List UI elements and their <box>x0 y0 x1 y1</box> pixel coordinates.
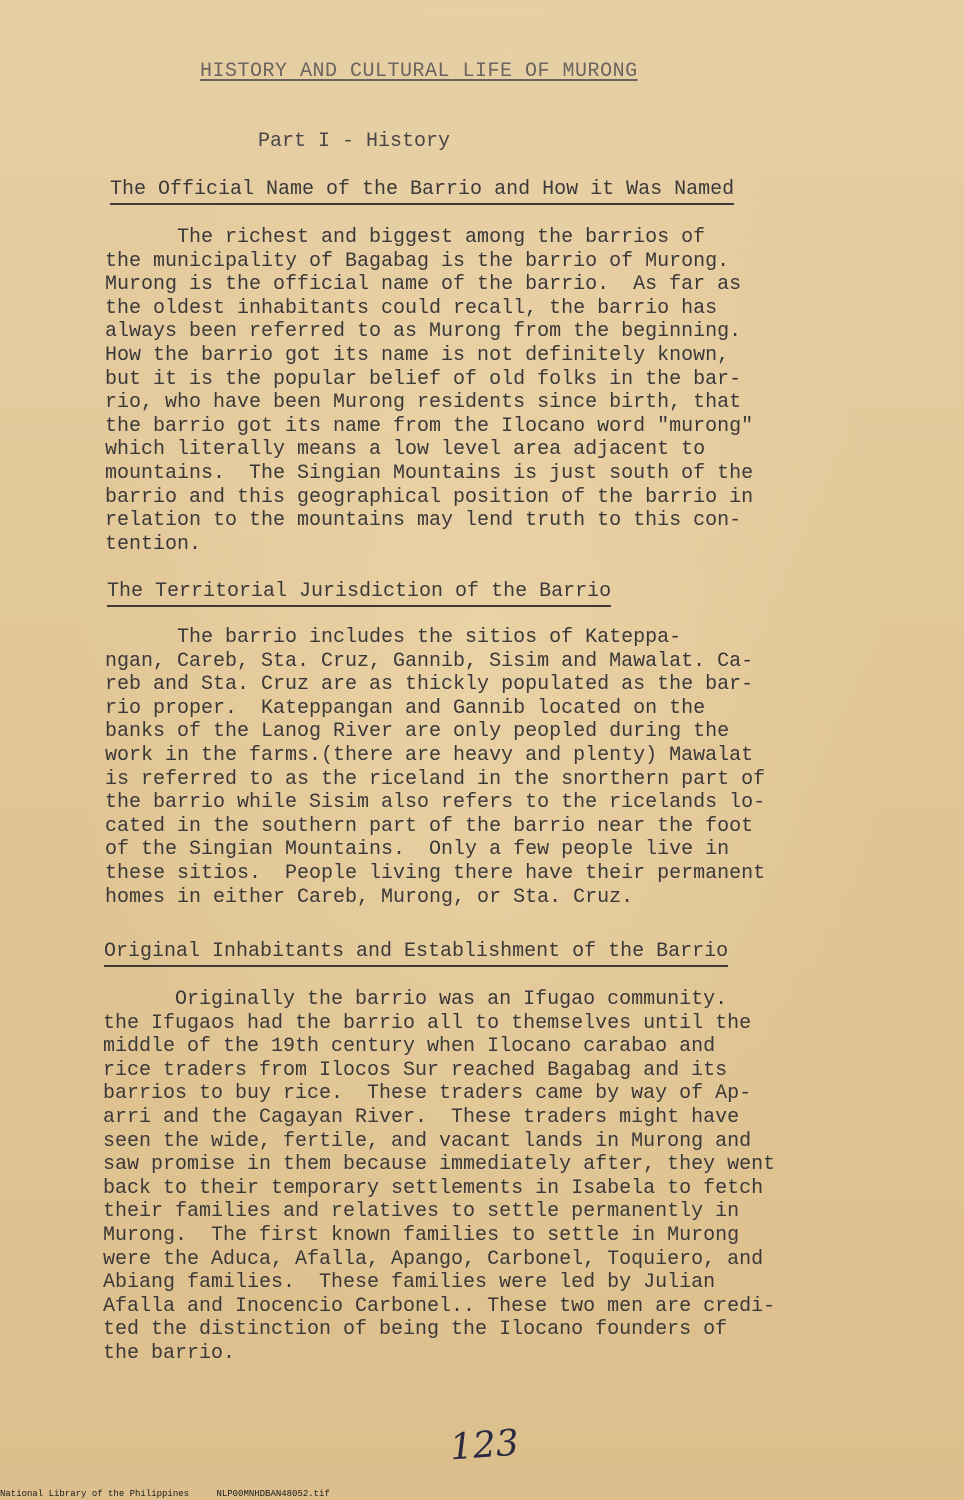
text-line: How the barrio got its name is not definitely known, <box>105 343 730 367</box>
heading-underline <box>104 965 728 967</box>
text-line: ngan, Careb, Sta. Cruz, Gannib, Sisim and Mawalat. Ca- <box>105 649 754 673</box>
text-line: rio, who have been Murong residents since birth, that <box>105 391 742 415</box>
heading-underline <box>107 605 611 607</box>
text-line: rio proper. Kateppangan and Gannib located on the <box>105 696 706 720</box>
heading-underline <box>110 203 734 205</box>
text-line: Murong is the official name of the barrio. As far as <box>105 273 742 297</box>
section-body-territorial-jurisdiction <box>105 626 765 909</box>
text-line: were the Aduca, Afalla, Apango, Carbonel, Toquiero, and <box>103 1247 764 1271</box>
text-line: reb and Sta. Cruz are as thickly populated as the bar- <box>105 673 754 697</box>
text-line: back to their temporary settlements in Isabela to fetch <box>103 1176 764 1200</box>
text-line: is referred to as the riceland in the snorthern part of <box>105 767 766 791</box>
text-line: middle of the 19th century when Ilocano carabao and <box>103 1035 716 1059</box>
text-line: arri and the Cagayan River. These traders might have <box>103 1105 740 1129</box>
text-line: the municipality of Bagabag is the barrio of Murong. <box>105 249 730 273</box>
document-title: HISTORY AND CULTURAL LIFE OF MURONG <box>200 60 638 83</box>
text-line: always been referred to as Murong from the beginning. <box>105 320 742 344</box>
text-line: saw promise in them because immediately after, they went <box>103 1153 776 1177</box>
text-line: Abiang families. These families were led by Julian <box>103 1271 716 1295</box>
text-line: of the Singian Mountains. Only a few people live in <box>105 838 730 862</box>
text-line: Murong. The first known families to settle in Murong <box>103 1223 740 1247</box>
text-line: barrios to buy rice. These traders came by way of Ap- <box>103 1082 752 1106</box>
section-heading-text: The Territorial Jurisdiction of the Barrio <box>107 580 612 603</box>
text-line: the barrio got its name from the Ilocano word "murong" <box>105 414 754 438</box>
section-body-official-name <box>105 226 753 556</box>
text-line: relation to the mountains may lend truth to this con- <box>105 509 742 533</box>
part-heading: Part I - History <box>258 130 451 153</box>
text-line: barrio and this geographical position of the barrio in <box>105 485 754 509</box>
text-line: cated in the southern part of the barrio near the foot <box>105 814 754 838</box>
text-line: banks of the Lanog River are only peopled during the <box>105 720 730 744</box>
text-line: seen the wide, fertile, and vacant lands in Murong and <box>103 1129 752 1153</box>
text-line: Originally the barrio was an Ifugao community. <box>103 988 728 1011</box>
text-line: The richest and biggest among the barrios of <box>105 226 706 249</box>
text-line: these sitios. People living there have their permanent <box>105 861 766 885</box>
footer-library: National Library of the Philippines <box>0 1489 190 1499</box>
text-line: the Ifugaos had the barrio all to themselves until the <box>103 1011 752 1035</box>
text-line: The barrio includes the sitios of Kateppa- <box>105 626 682 649</box>
text-line: work in the farms.(there are heavy and plenty) Mawalat <box>105 743 754 767</box>
text-line: the barrio. <box>103 1341 236 1365</box>
text-line: their families and relatives to settle permanently in <box>103 1200 740 1224</box>
section-heading-official-name <box>110 178 734 201</box>
text-line: rice traders from Ilocos Sur reached Bagabag and its <box>103 1058 728 1082</box>
section-heading-original-inhabitants <box>104 940 728 963</box>
text-line: homes in either Careb, Murong, or Sta. Cruz. <box>105 885 634 909</box>
text-line: mountains. The Singian Mountains is just south of the <box>105 461 754 485</box>
scan-footer <box>0 1488 964 1500</box>
text-line: the barrio while Sisim also refers to the ricelands lo- <box>105 791 766 815</box>
text-line: which literally means a low level area adjacent to <box>105 438 706 462</box>
section-heading-text: Original Inhabitants and Establishment of the Barrio <box>104 940 729 963</box>
section-heading-text: The Official Name of the Barrio and How it Was Named <box>110 178 735 201</box>
footer-file: NLP00MNHDBAN48052.tif <box>216 1489 330 1499</box>
text-line: ted the distinction of being the Ilocano founders of <box>103 1318 728 1342</box>
text-line: the oldest inhabitants could recall, the barrio has <box>105 296 718 320</box>
text-line: but it is the popular belief of old folks in the bar- <box>105 367 742 391</box>
text-line: tention. <box>105 532 202 556</box>
text-line: Afalla and Inocencio Carbonel.. These two men are credi- <box>103 1294 776 1318</box>
section-body-original-inhabitants <box>103 988 775 1366</box>
handwritten-page-number: 123 <box>448 1422 521 1469</box>
section-heading-territorial-jurisdiction <box>107 580 611 603</box>
